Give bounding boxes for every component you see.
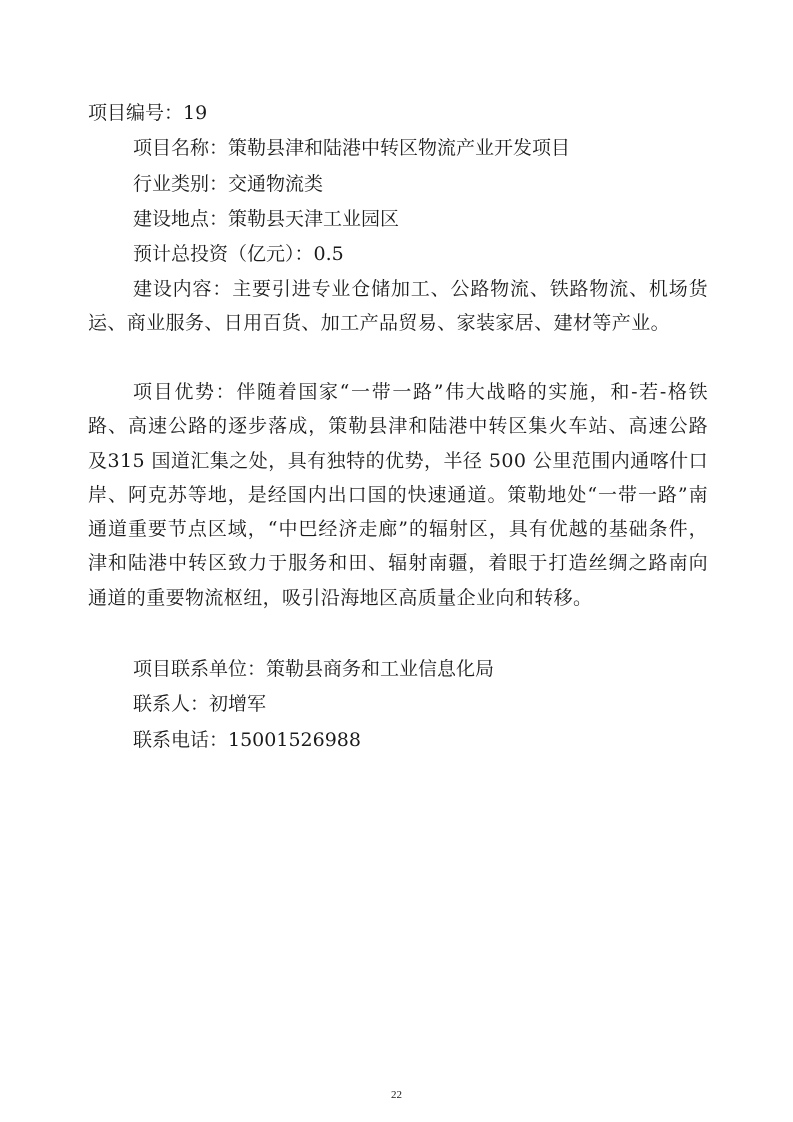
construction-location: 建设地点：策勒县天津工业园区 [133,208,400,230]
contact-person: 联系人：初增军 [133,693,267,715]
contact-unit: 项目联系单位：策勒县商务和工业信息化局 [133,658,495,680]
project-number: 项目编号：19 [88,102,208,124]
construction-content: 建设内容：主要引进专业仓储加工、公路物流、铁路物流、机场货运、商业服务、日用百货、加工产品贸易、家装家居、建材等产业。 [88,278,708,335]
estimated-investment: 预计总投资（亿元）：0.5 [133,243,344,265]
industry-category: 行业类别：交通物流类 [133,173,324,195]
contact-phone: 联系电话：15001526988 [133,729,361,751]
project-advantages: 项目优势：伴随着国家“一带一路”伟大战略的实施，和-若-格铁路、高速公路的逐步落成，策勒县津和陆港中转区集火车站、高速公路及315 国道汇集之处，具有独特的优势，半径 500 公里范围内通喀什口岸、阿克苏等地，是经国内出口国的快速通道。策勒地处“一带一路”南通道重要节点区域，“中巴经济走廊”的辐射区，具有优越的基础条件，津和陆港中转区致力于服务和田、辐射南疆，着眼于打造丝绸之路南向通道的重要物流枢纽，吸引沿海地区高质量企业向和转移。 [88,381,708,609]
page-number: 22 [391,1089,402,1101]
project-name: 项目名称：策勒县津和陆港中转区物流产业开发项目 [133,137,571,159]
